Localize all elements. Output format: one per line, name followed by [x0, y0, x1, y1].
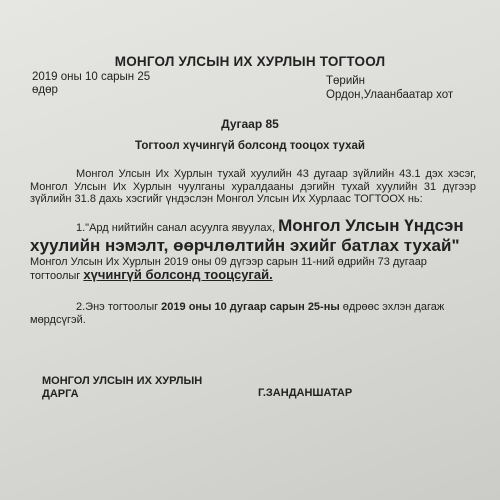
date-line: 2019 оны 10 сарын 25 [32, 71, 151, 83]
resolution-number: Дугаар 85 [221, 117, 279, 131]
item-2-bold-date: 2019 оны 10 дугаар сарын 25-ны [161, 301, 340, 313]
preamble-paragraph [30, 168, 476, 206]
date-day-word: өдөр [32, 84, 58, 96]
item-1-emphasis-2: хуулийн нэмэлт, өөрчлөлтийн эхийг батлах тухай" [30, 236, 460, 255]
item-1-underlined: хүчингүй болсонд тооцсугай. [83, 266, 273, 282]
place-line-2: Ордон,Улаанбаатар хот [326, 89, 454, 101]
item-1-emphasis-1: Монгол Улсын Үндсэн [278, 216, 464, 235]
resolution-subject: Тогтоол хүчингүй болсонд тооцох тухай [135, 140, 365, 152]
signatory-name: Г.ЗАНДАНШАТАР [258, 387, 353, 399]
signatory-title-line-1: МОНГОЛ УЛСЫН ИХ ХУРЛЫН [42, 375, 203, 387]
date-block [32, 71, 150, 97]
signatory-title [42, 375, 202, 401]
preamble-text: Монгол Улсын Их Хурлын тухай хуулийн 43 дугаар зүйлийн 43.1 дэх хэсэг, Монгол Улсын Их Хурлын чуулганы хуралдааны дэгийн тухай хуулийн 31 дүгээр зүйлийн 31.8 дахь хэсгийг үндэслэн Монгол Улсын Их Хурлаас ТОГТООХ нь: [30, 168, 476, 206]
place-block [326, 74, 453, 102]
item-1-paragraph [30, 216, 476, 282]
place-line-1: Төрийн [326, 75, 366, 87]
item-1-start: 1."Ард нийтийн санал асуулга явуулах, [76, 222, 279, 234]
item-2-start: 2.Энэ тогтоолыг [76, 301, 162, 313]
document-title: МОНГОЛ УЛСЫН ИХ ХУРЛЫН ТОГТООЛ [114, 54, 386, 69]
signatory-title-line-2: ДАРГА [42, 388, 79, 400]
item-2-paragraph [30, 301, 476, 327]
item-1-middle: Монгол Улсын Их Хурлын 2019 оны 09 дүгээр сарын 11-ний өдрийн 73 дугаар тогтоолыг [30, 256, 427, 282]
item-2-end: өдрөөс эхлэн дагаж мөрдсүгэй. [30, 301, 445, 326]
